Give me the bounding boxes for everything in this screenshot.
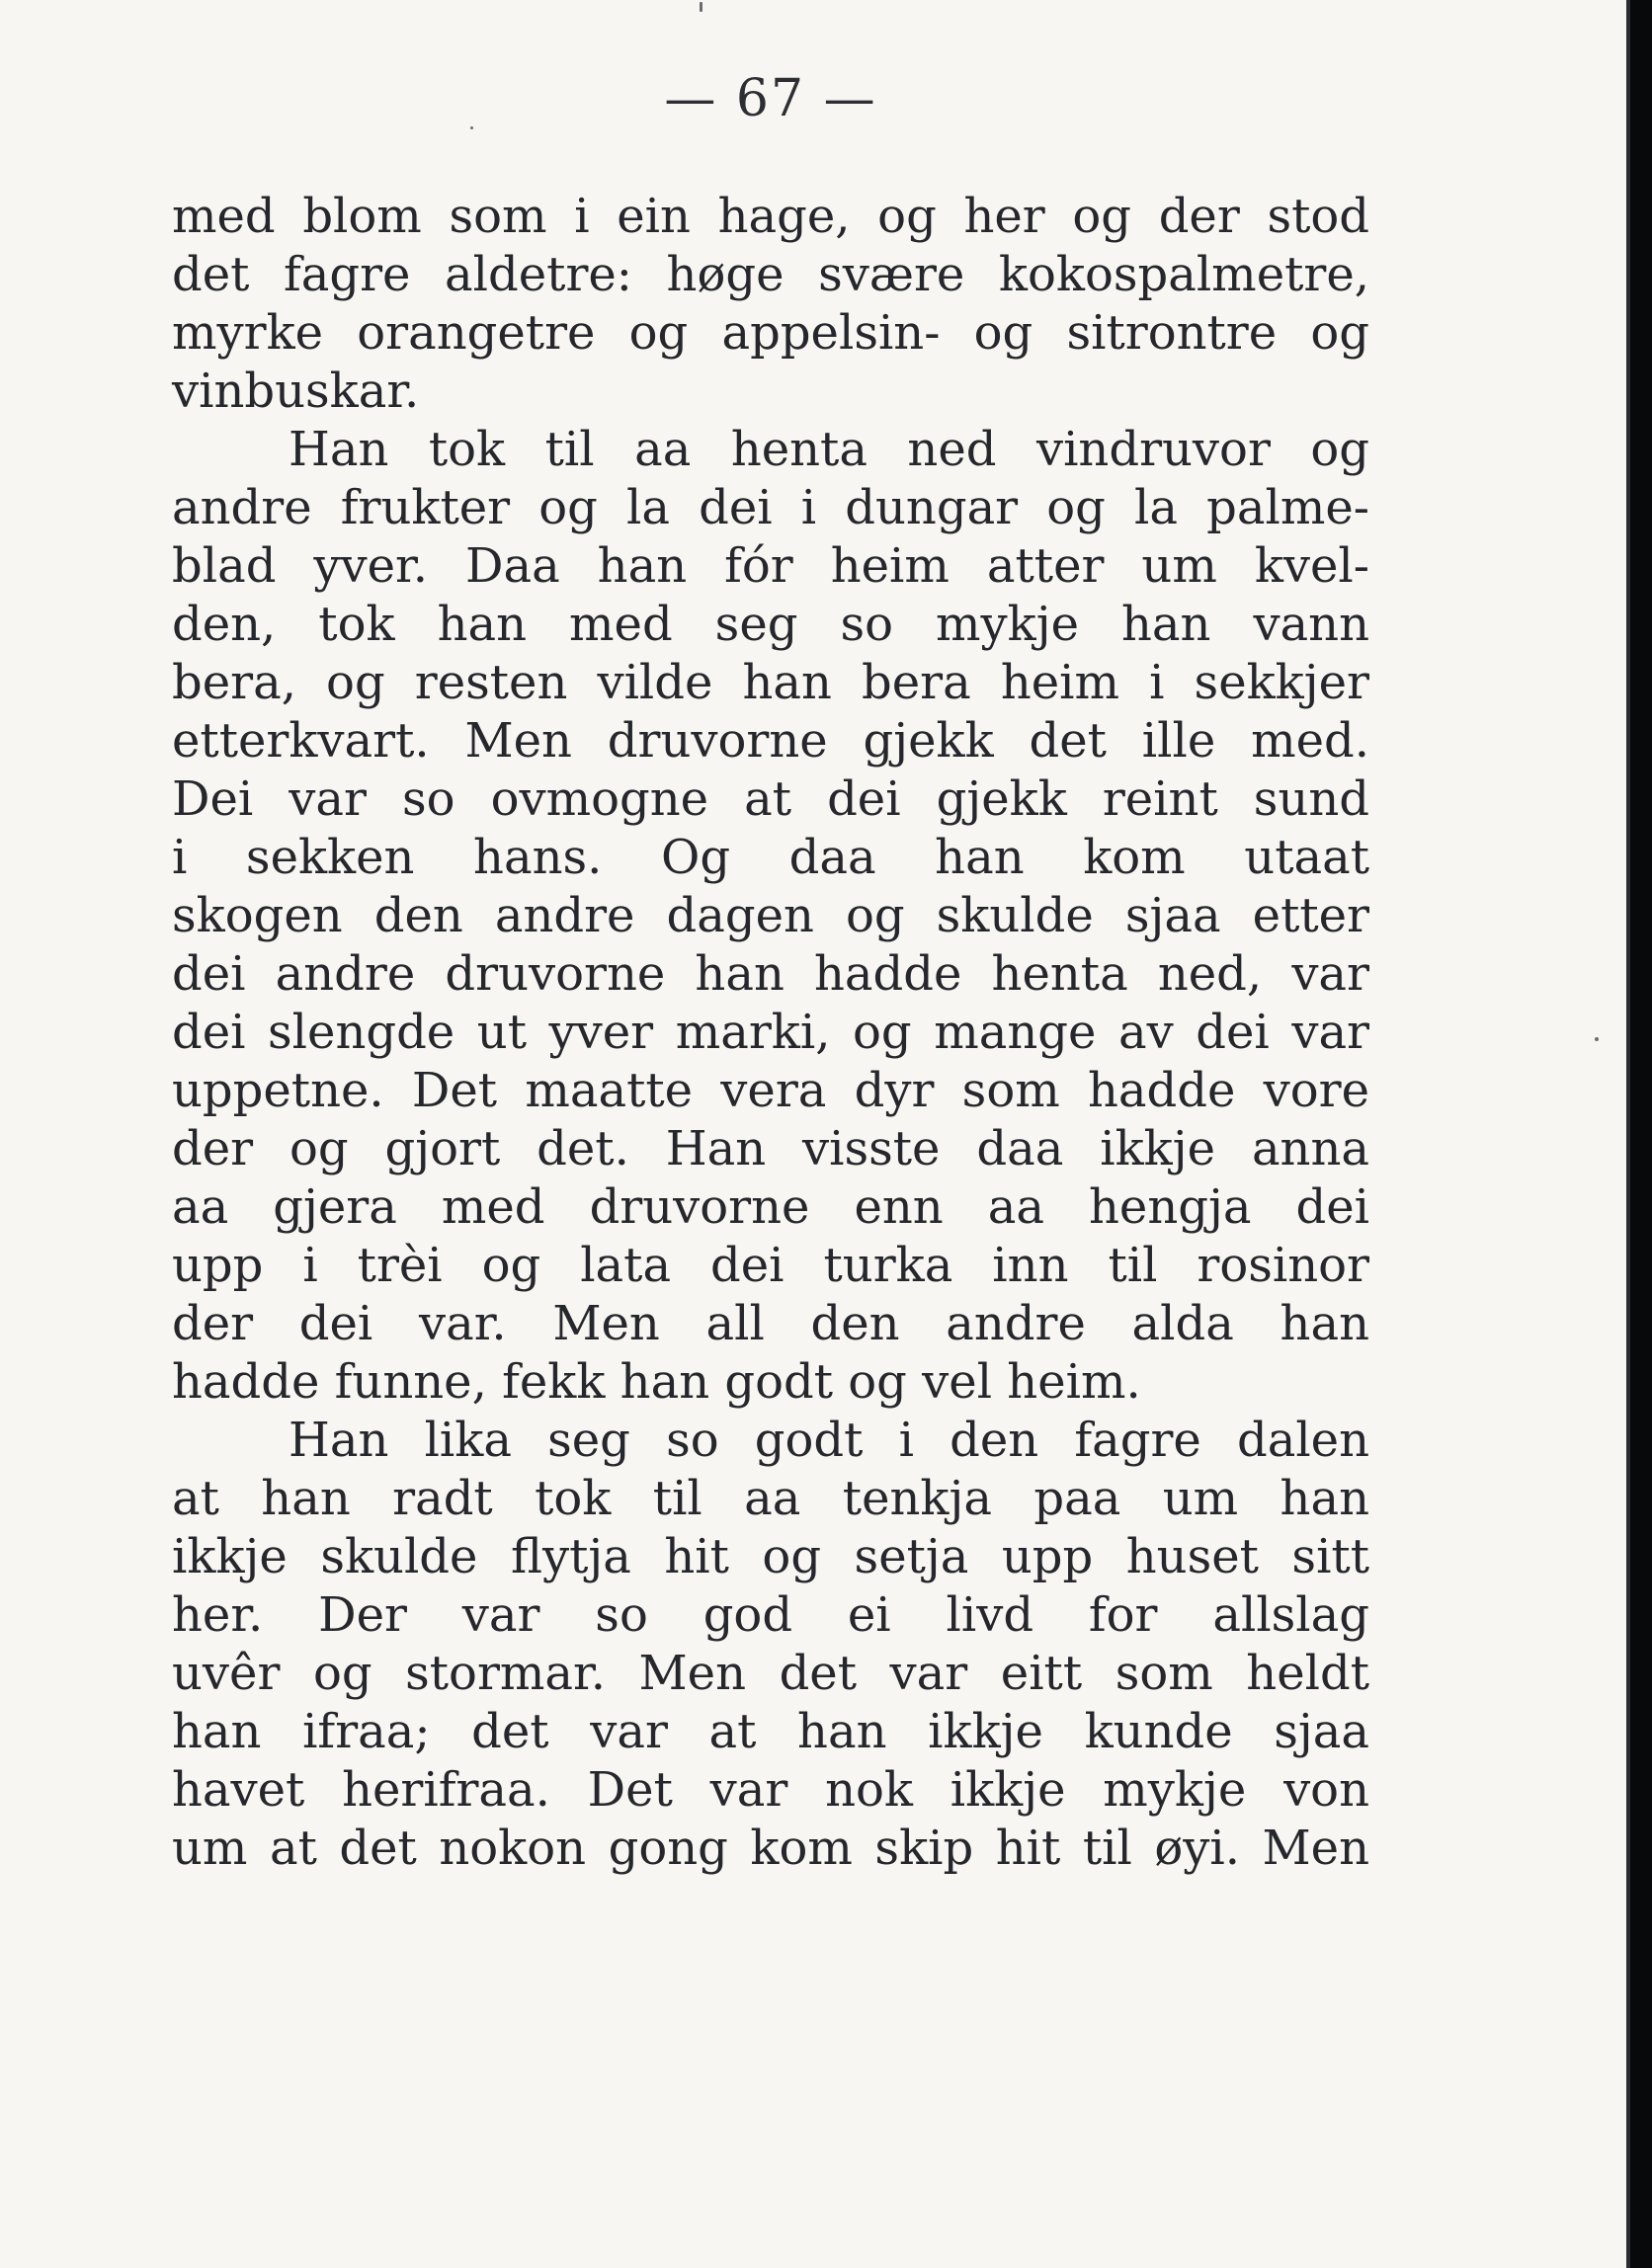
scan-speck [700,2,702,12]
text-line: det fagre aldetre: høge svære kokospalmetre, [172,247,1369,302]
scan-border [1630,0,1652,2268]
text-line: vinbuskar. [172,364,420,419]
text-line: ikkje skulde flytja hit og setja upp huset sitt [172,1529,1369,1584]
text-line: han ifraa; det var at han ikkje kunde sjaa [172,1704,1369,1759]
text-line: etterkvart. Men druvorne gjekk det ille med. [172,713,1369,769]
text-line: dei andre druvorne han hadde henta ned, var [172,946,1369,1002]
text-line: bera, og resten vilde han bera heim i sekkjer [172,655,1369,710]
text-line: der dei var. Men all den andre alda han [172,1296,1369,1351]
body-text [172,188,1369,1878]
text-line: um at det nokon gong kom skip hit til øyi. Men [172,1821,1369,1876]
text-line: Han lika seg so godt i den fagre dalen [289,1413,1369,1468]
text-line: upp i trèi og lata dei turka inn til rosinor [172,1238,1369,1293]
text-line: Dei var so ovmogne at dei gjekk reint sund [172,771,1369,827]
text-line: uppetne. Det maatte vera dyr som hadde vore [172,1063,1369,1118]
text-line: blad yver. Daa han fór heim atter um kvel- [172,538,1369,594]
text-line: Han tok til aa henta ned vindruvor og [289,422,1369,477]
text-line: uvêr og stormar. Men det var eitt som heldt [172,1646,1369,1701]
text-line: andre frukter og la dei i dungar og la palme- [172,480,1369,535]
page-number: — 67 — [664,69,877,128]
text-line: her. Der var so god ei livd for allslag [172,1587,1369,1643]
text-line: myrke orangetre og appelsin- og sitrontre og [172,305,1369,361]
text-line: skogen den andre dagen og skulde sjaa etter [172,888,1369,943]
text-line: at han radt tok til aa tenkja paa um han [172,1471,1369,1526]
text-line: med blom som i ein hage, og her og der stod [172,189,1369,244]
text-line: i sekken hans. Og daa han kom utaat [172,830,1369,885]
text-line: dei slengde ut yver marki, og mange av dei var [172,1005,1369,1060]
text-line: den, tok han med seg so mykje han vann [172,597,1369,652]
text-line: der og gjort det. Han visste daa ikkje anna [172,1121,1369,1176]
text-line: havet herifraa. Det var nok ikkje mykje von [172,1762,1369,1818]
scan-speck [1595,1037,1599,1041]
text-line: aa gjera med druvorne enn aa hengja dei [172,1179,1369,1235]
text-line: hadde funne, fekk han godt og vel heim. [172,1354,1141,1410]
scan-speck [470,126,473,129]
